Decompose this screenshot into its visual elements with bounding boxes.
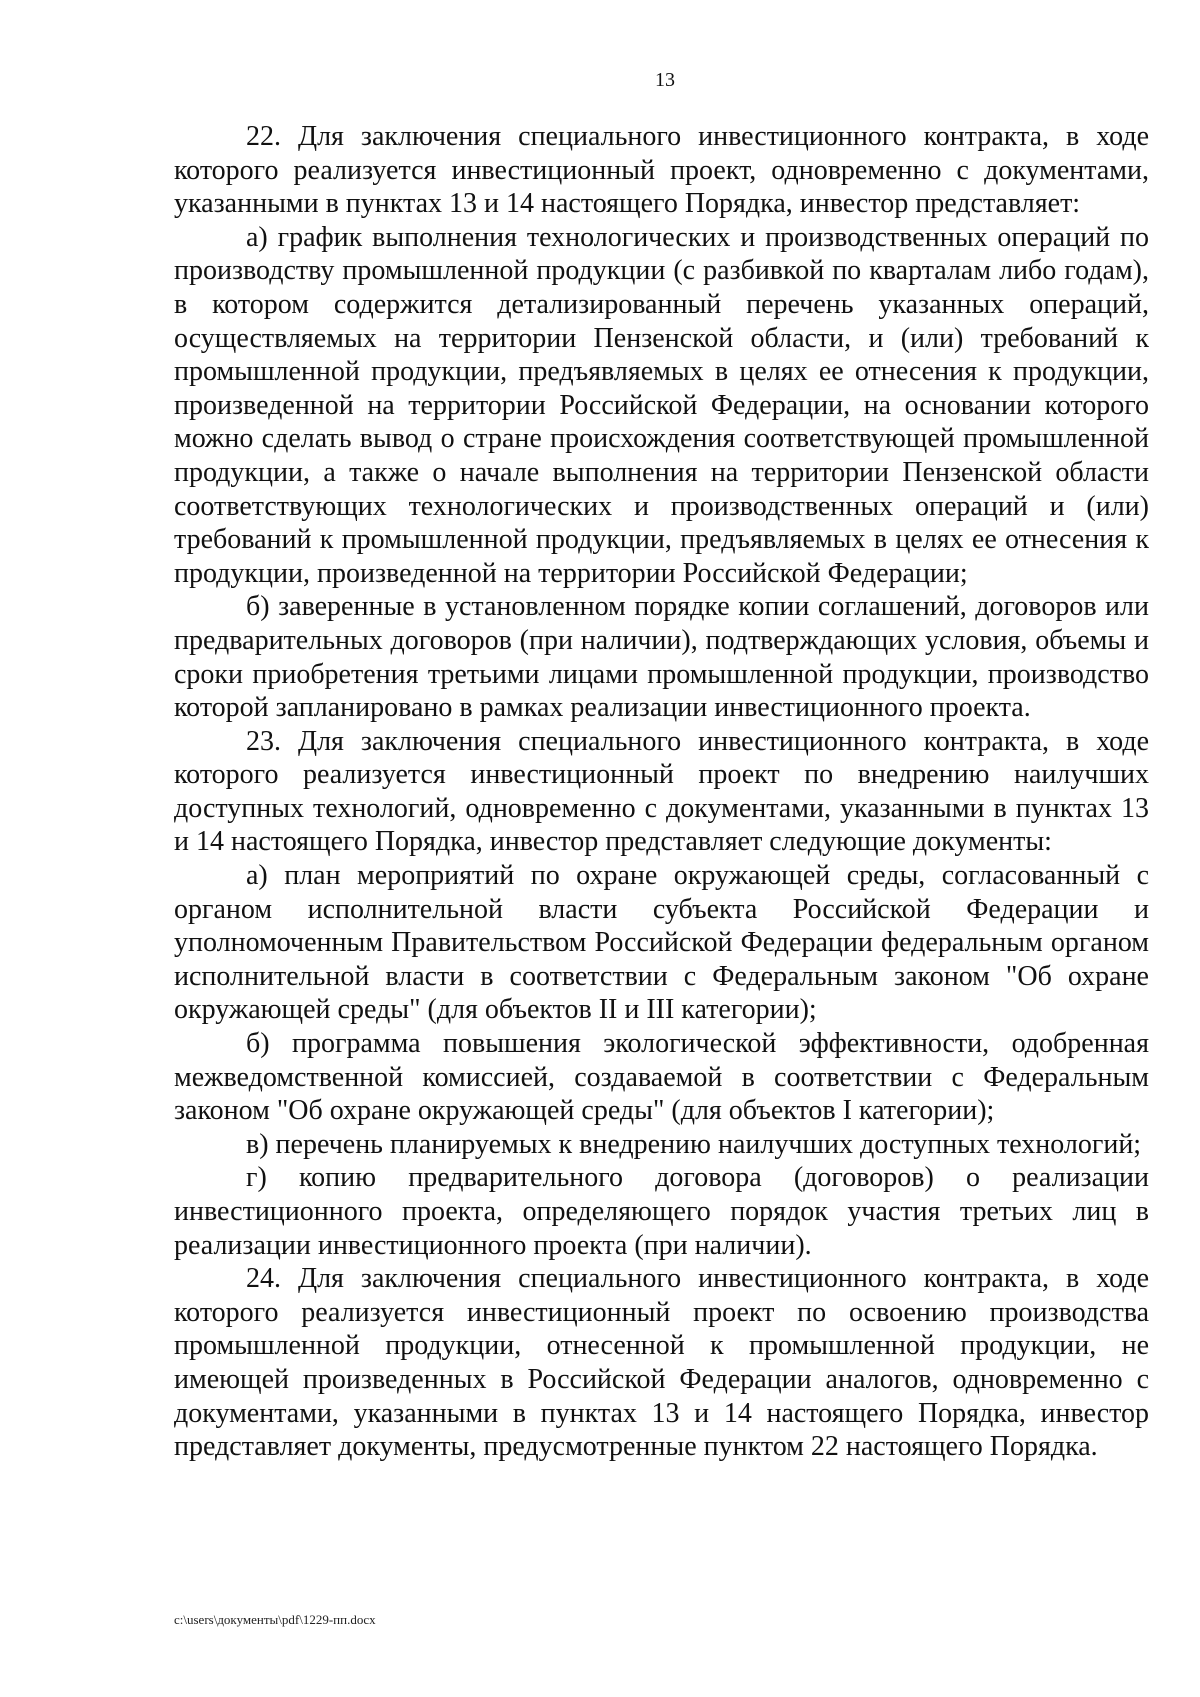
- page-number: 13: [655, 69, 675, 91]
- document-body: [174, 120, 1149, 1464]
- paragraph-23-g: г) копию предварительного договора (договоров) о реализации инвестиционного проекта, определяющего порядок участия третьих лиц в реализации инвестиционного проекта (при наличии).: [174, 1162, 1149, 1261]
- paragraph-22: 22. Для заключения специального инвестиционного контракта, в ходе которого реализуется инвестиционный проект, одновременно с документами, указанными в пунктах 13 и 14 настоящего Порядка, инвестор представляет:: [174, 121, 1149, 220]
- paragraph-23-b: б) программа повышения экологической эффективности, одобренная межведомственной комиссией, создаваемой в соответствии с Федеральным законом "Об охране окружающей среды" (для объектов I категории);: [174, 1028, 1149, 1127]
- paragraph-23: 23. Для заключения специального инвестиционного контракта, в ходе которого реализуется инвестиционный проект по внедрению наилучших доступных технологий, одновременно с документами, указанными в пунктах 13 и 14 настоящего Порядка, инвестор представляет следующие документы:: [174, 725, 1149, 858]
- paragraph-23-a: а) план мероприятий по охране окружающей среды, согласованный с органом исполнительной власти субъекта Российской Федерации и уполномоченным Правительством Российской Федерации федеральным органом исполнительной власти в соответствии с Федеральным законом "Об охране окружающей среды" (для объектов II и III категории);: [174, 860, 1149, 1026]
- paragraph-22-b: б) заверенные в установленном порядке копии соглашений, договоров или предварительных договоров (при наличии), подтверждающих условия, объемы и сроки приобретения третьими лицами промышленной продукции, производство которой запланировано в рамках реализации инвестиционного проекта.: [174, 591, 1149, 724]
- footer-file-path: c:\users\документы\pdf\1229-пп.docx: [174, 1612, 376, 1627]
- paragraph-23-v: в) перечень планируемых к внедрению наилучших доступных технологий;: [246, 1128, 1142, 1160]
- paragraph-22-a: а) график выполнения технологических и производственных операций по производству промышленной продукции (с разбивкой по кварталам либо годам), в котором содержится детализированный перечень указанных операций, осуществляемых на территории Пензенской области, и (или) требований к промышленной продукции, предъявляемых в целях ее отнесения к продукции, произведенной на территории Российской Федерации, на основании которого можно сделать вывод о стране происхождения соответствующей промышленной продукции, а также о начале выполнения на территории Пензенской области соответствующих технологических и производственных операций и (или) требований к промышленной продукции, предъявляемых в целях ее отнесения к продукции, произведенной на территории Российской Федерации;: [174, 221, 1149, 589]
- paragraph-24: 24. Для заключения специального инвестиционного контракта, в ходе которого реализуется инвестиционный проект по освоению производства промышленной продукции, отнесенной к промышленной продукции, не имеющей произведенных в Российской Федерации аналогов, одновременно с документами, указанными в пунктах 13 и 14 настоящего Порядка, инвестор представляет документы, предусмотренные пунктом 22 настоящего Порядка.: [174, 1263, 1149, 1463]
